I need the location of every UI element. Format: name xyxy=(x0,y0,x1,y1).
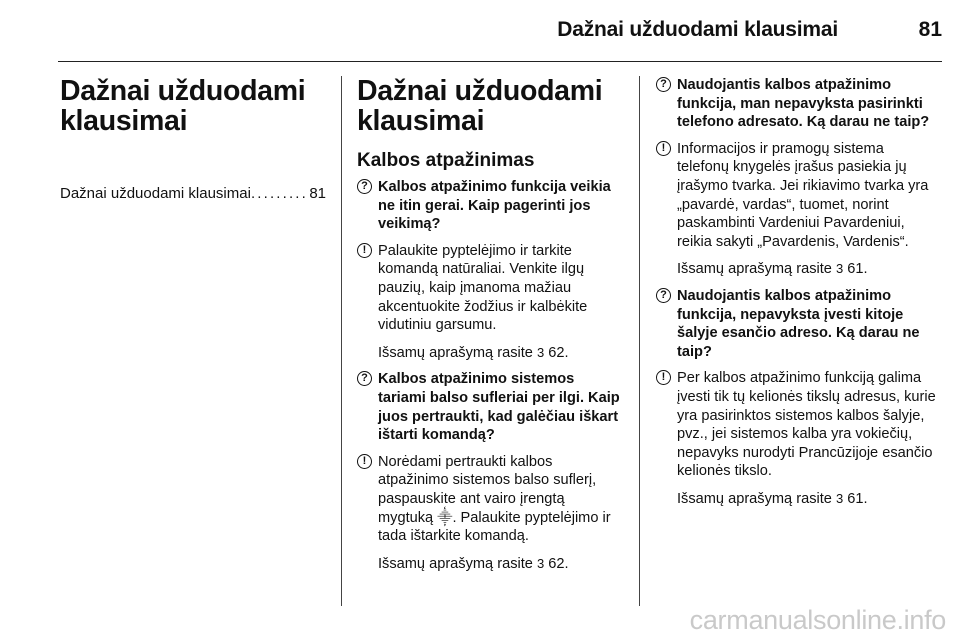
exclamation-icon: ! xyxy=(656,370,671,385)
subsection-title: Kalbos atpažinimas xyxy=(357,150,535,171)
question: ? Kalbos atpažinimo funkcija veikia ne itin gerai. Kaip pagerinti jos veikimą? xyxy=(357,178,623,234)
answer: ! Palaukite pyptelėjimo ir tarkite komandą natūraliai. Venkite ilgų pauzių, kaip įmanoma mažiau akcentuokite žodžius ir kalbėkite vidutiniu garsumu. xyxy=(357,242,623,335)
exclamation-icon: ! xyxy=(357,454,372,469)
reference-page[interactable]: 61. xyxy=(847,261,868,278)
reference: Išsamų aprašymą rasite 3 61. xyxy=(677,261,868,278)
answer: ! Per kalbos atpažinimo funkciją galima įvesti tik tų kelionės tikslų adresus, kurie yra pasirinktos sistemos kalbos šalyje, pvz., jei sistemos kalba yra vokiečių, nepavyks nurodyti Prancūzijoje esančio kelionės tikslo. xyxy=(656,369,936,481)
watermark: carmanualsonline.info xyxy=(689,605,946,635)
question: ? Naudojantis kalbos atpažinimo funkcija, nepavyksta įvesti kitoje šalyje esančio adreso. Ką darau ne taip? xyxy=(656,287,936,361)
section-heading: Dažnai užduodami klausimai xyxy=(357,75,603,137)
page-header xyxy=(0,0,960,58)
reference-arrow-icon: 3 xyxy=(835,261,844,277)
reference: Išsamų aprašymą rasite 3 61. xyxy=(677,490,868,507)
question-icon: ? xyxy=(357,371,372,386)
header-rule xyxy=(58,61,942,62)
question-icon: ? xyxy=(656,288,671,303)
column-divider xyxy=(341,76,342,606)
faq-column-2 xyxy=(357,76,623,573)
faq-column-3 xyxy=(656,76,936,508)
reference: Išsamų aprašymą rasite 3 62. xyxy=(378,344,569,361)
reference-page[interactable]: 62. xyxy=(548,555,569,572)
reference-page[interactable]: 62. xyxy=(548,344,569,361)
toc-page[interactable]: 81 xyxy=(309,185,326,202)
voice-button-icon: ⸎ xyxy=(437,509,453,526)
toc-leader-dots xyxy=(251,185,309,203)
question: ? Naudojantis kalbos atpažinimo funkcija, man nepavyksta pasirinkti telefono adresato. Ką darau ne taip? xyxy=(656,76,936,132)
question: ? Kalbos atpažinimo sistemos tariami balso sufleriai per ilgi. Kaip juos pertraukti, kad galėčiau iškart ištarti komandą? xyxy=(357,370,623,444)
reference-arrow-icon: 3 xyxy=(536,344,545,360)
reference-arrow-icon: 3 xyxy=(536,555,545,571)
question-icon: ? xyxy=(357,179,372,194)
answer: ! Norėdami pertraukti kalbos atpažinimo sistemos balso suflerį, paspauskite ant vairo įrengtą mygtuką ⸎. Palaukite pyptelėjimo ir tada ištarkite komandą. xyxy=(357,453,623,546)
toc-entry[interactable] xyxy=(60,185,326,203)
reference-arrow-icon: 3 xyxy=(835,490,844,506)
toc-label[interactable]: Dažnai užduodami klausimai xyxy=(60,185,251,202)
column-divider xyxy=(639,76,640,606)
reference: Išsamų aprašymą rasite 3 62. xyxy=(378,555,569,572)
page-number: 81 xyxy=(918,18,942,41)
answer: ! Informacijos ir pramogų sistema telefonų knygelės įrašus pasiekia jų įrašymo tvarka. Jei rikiavimo tvarka yra „pavardė, vardas“, tuomet, norint paskambinti Vardeniui Pavardeniui, reikia sakyti „Pavardenis, Vardenis“. xyxy=(656,140,936,252)
exclamation-icon: ! xyxy=(656,141,671,156)
reference-page[interactable]: 61. xyxy=(847,490,868,507)
chapter-column xyxy=(60,76,326,203)
running-title: Dažnai užduodami klausimai xyxy=(557,18,838,41)
exclamation-icon: ! xyxy=(357,243,372,258)
chapter-title: Dažnai užduodami klausimai xyxy=(60,75,306,137)
question-icon: ? xyxy=(656,77,671,92)
